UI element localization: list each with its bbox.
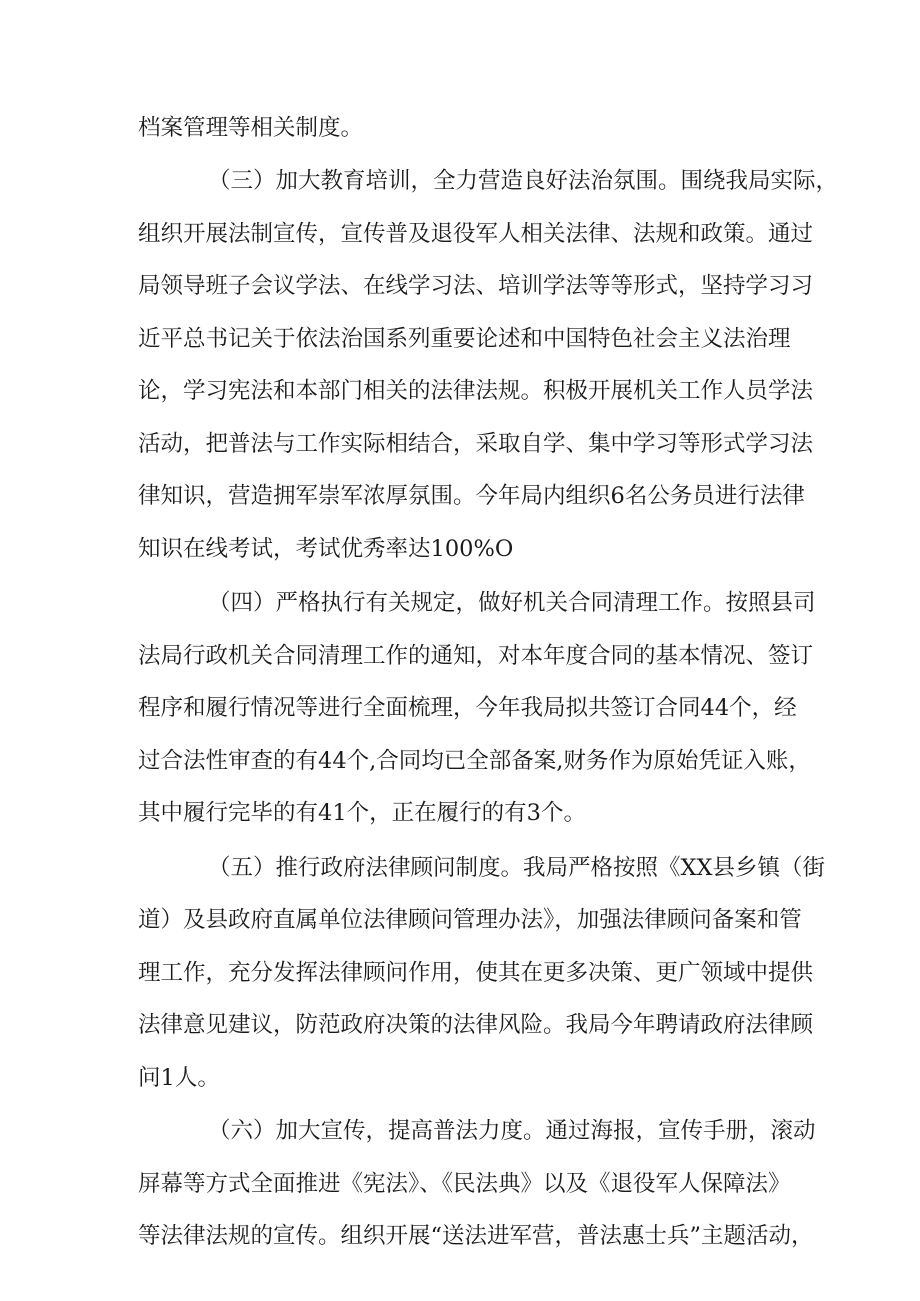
text-line: 近平总书记关于依法治国系列重要论述和中国特色社会主义法治理 — [138, 326, 791, 352]
paragraph-heading-line: （四）严格执行有关规定，做好机关合同清理工作。按照县司 — [208, 590, 816, 616]
text-line: 活动，把普法与工作实际相结合，采取自学、集中学习等形式学习法 — [138, 431, 814, 457]
text-line: 问1人。 — [138, 1065, 220, 1091]
text-line: 法律意见建议，防范政府决策的法律风险。我局今年聘请政府法律顾 — [138, 1012, 814, 1038]
paragraph-heading-line: （五）推行政府法律顾问制度。我局严格按照《XX县乡镇（街 — [208, 855, 826, 881]
text-line: 等法律法规的宣传。组织开展“送法进军营，普法惠士兵”主题活动， — [138, 1223, 814, 1249]
text-line: 屏幕等方式全面推进《宪法》、《民法典》以及《退役军人保障法》 — [138, 1171, 791, 1197]
text-line: 理工作，充分发挥法律顾问作用，使其在更多决策、更广领域中提供 — [138, 960, 814, 986]
text-line: 律知识，营造拥军崇军浓厚氛围。今年局内组织6名公务员进行法律 — [138, 483, 805, 509]
text-line: 局领导班子会议学法、在线学习法、培训学法等等形式，坚持学习习 — [138, 273, 814, 299]
text-line: 其中履行完毕的有41个，正在履行的有3个。 — [138, 800, 586, 826]
text-line: 道）及县政府直属单位法律顾问管理办法》，加强法律顾问备案和管 — [138, 907, 802, 933]
text-line: 论，学习宪法和本部门相关的法律法规。积极开展机关工作人员学法 — [138, 378, 814, 404]
text-line: 程序和履行情况等进行全面梳理，今年我局拟共签订合同44个，经 — [138, 695, 797, 721]
text-line: 过合法性审查的有44个,合同均已全部备案,财务作为原始凭证入账， — [138, 748, 811, 774]
text-line: 知识在线考试，考试优秀率达100%O — [138, 536, 514, 562]
text-line: 组织开展法制宣传，宣传普及退役军人相关法律、法规和政策。通过 — [138, 221, 814, 247]
text-line: 法局行政机关合同清理工作的通知，对本年度合同的基本情况、签订 — [138, 643, 814, 669]
text-line: 档案管理等相关制度。 — [138, 115, 364, 141]
paragraph-heading-line: （六）加大宣传，提高普法力度。通过海报，宣传手册，滚动 — [208, 1118, 816, 1144]
paragraph-heading-line: （三）加大教育培训，全力营造良好法治氛围。围绕我局实际， — [208, 168, 839, 194]
